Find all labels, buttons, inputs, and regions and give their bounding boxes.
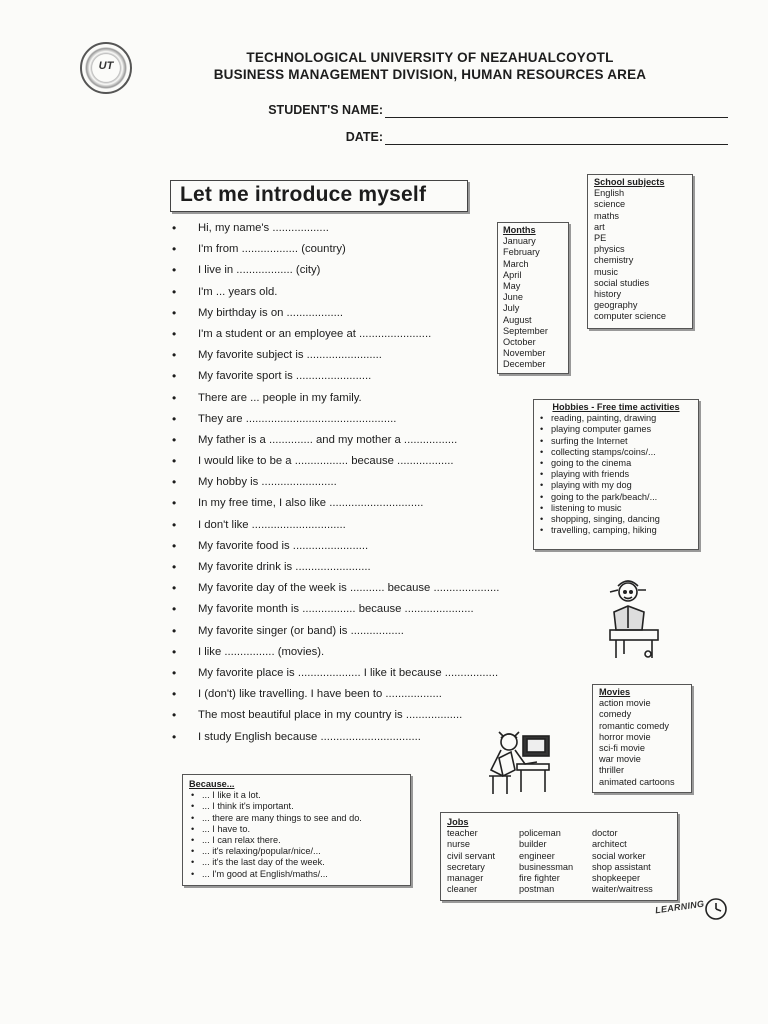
month-item: July [503,303,520,314]
student-name-label: STUDENT'S NAME: [268,103,383,117]
hobby-item: • going to the park/beach/... [538,492,694,503]
because-item: • ... I think it's important. [189,801,404,812]
learning-stamp-text: LEARNING [654,898,705,916]
subject-item: geography [594,300,638,311]
job-item: fire fighter [519,873,560,884]
months-list [503,236,563,370]
subject-item: science [594,199,626,210]
statement-item: • I'm from .................. (country) [172,239,499,260]
because-item: • ... there are many things to see and do. [189,813,404,824]
statement-item: • I live in .................. (city) [172,260,499,281]
because-title: Because... [189,779,235,789]
subject-item: chemistry [594,255,634,266]
school-subjects-list [594,188,686,322]
movie-item: sci-fi movie [599,743,645,754]
job-item: shopkeeper [592,873,641,884]
job-item: waiter/waitress [592,884,653,895]
student-name-line[interactable] [385,117,728,118]
jobs-title: Jobs [447,817,469,827]
student-computer-illustration [481,730,553,798]
month-item: May [503,281,521,292]
hobby-item: • playing with my dog [538,480,694,491]
months-title: Months [503,225,536,235]
statement-item: • My favorite food is ........................ [172,536,499,557]
statement-item: • I (don't) like travelling. I have been to .................. [172,684,499,705]
job-item: doctor [592,828,618,839]
hobby-item: • reading, painting, drawing [538,413,694,424]
division-name: BUSINESS MANAGEMENT DIVISION, HUMAN RESOURCES AREA [213,67,647,82]
clock-icon [703,896,729,922]
hobby-item: • travelling, camping, hiking [538,525,694,536]
subject-item: computer science [594,311,667,322]
job-item: architect [592,839,627,850]
statement-item: • My favorite month is ................. because ...................... [172,599,499,620]
university-seal-text: UT [98,60,114,72]
movies-box [592,684,692,793]
month-item: August [503,314,532,325]
because-item: • ... I can relax there. [189,835,404,846]
job-item: businessman [519,861,574,872]
months-box [497,222,569,374]
hobby-item: • playing computer games [538,424,694,435]
university-name: TECHNOLOGICAL UNIVERSITY OF NEZAHUALCOYOTL [246,50,614,65]
hobbies-box [533,399,699,550]
month-item: June [503,292,523,303]
job-item: civil servant [447,850,495,861]
subject-item: PE [594,233,607,244]
university-seal [80,42,132,94]
job-item: cleaner [447,884,478,895]
statement-item: • I study English because ................................ [172,727,499,748]
hobby-item: • playing with friends [538,469,694,480]
job-item: nurse [447,839,470,850]
hobby-item: • surfing the Internet [538,436,694,447]
statement-item: • My birthday is on .................. [172,303,499,324]
month-item: January [503,236,536,247]
statement-item: • The most beautiful place in my country is .................. [172,705,499,726]
jobs-box [440,812,678,901]
movies-list [599,698,685,788]
job-item: postman [519,884,555,895]
statement-item: • My favorite place is .................... I like it because ................. [172,663,499,684]
month-item: December [503,359,546,370]
school-subjects-box [587,174,693,329]
worksheet-title: Let me introduce myself [180,183,427,206]
statement-item: • I would like to be a ................. because .................. [172,451,499,472]
month-item: March [503,258,529,269]
job-item: teacher [447,828,478,839]
job-item: builder [519,839,547,850]
statement-item: • I like ................ (movies). [172,642,499,663]
month-item: October [503,337,536,348]
statement-item: • My favorite sport is ........................ [172,366,499,387]
hobby-item: • going to the cinema [538,458,694,469]
movie-item: comedy [599,709,632,720]
job-item: policeman [519,828,561,839]
movie-item: war movie [599,754,641,765]
movie-item: horror movie [599,731,651,742]
month-item: November [503,348,546,359]
subject-item: physics [594,244,625,255]
student-reading-illustration [604,578,664,660]
job-item: secretary [447,861,485,872]
statement-item: • My hobby is ........................ [172,472,499,493]
hobbies-title: Hobbies - Free time activities [552,402,680,412]
statement-item: • My favorite subject is ........................ [172,345,499,366]
statement-item: • Hi, my name's .................. [172,218,499,239]
movie-item: animated cartoons [599,776,675,787]
hobby-item: • collecting stamps/coins/... [538,447,694,458]
movie-item: action movie [599,698,651,709]
hobby-item: • shopping, singing, dancing [538,514,694,525]
statement-item: • There are ... people in my family. [172,388,499,409]
job-item: engineer [519,850,555,861]
month-item: September [503,325,548,336]
statement-item: • They are ................................................ [172,409,499,430]
subject-item: art [594,221,605,232]
because-item: • ... I have to. [189,824,404,835]
jobs-grid [447,828,671,895]
statement-item: • I'm a student or an employee at ....................... [172,324,499,345]
statement-item: • My favorite drink is ........................ [172,557,499,578]
movies-title: Movies [599,687,631,697]
because-item: • ... it's the last day of the week. [189,857,404,868]
worksheet-title-box [170,180,468,212]
job-item: social worker [592,850,646,861]
hobbies-list [538,413,694,536]
because-list [189,790,404,880]
month-item: April [503,269,522,280]
statement-item: • My favorite day of the week is ........... because ..................... [172,578,499,599]
subject-item: English [594,188,625,199]
statement-item: • In my free time, I also like .............................. [172,493,499,514]
month-item: February [503,247,540,258]
statement-item: • My favorite singer (or band) is ................. [172,621,499,642]
job-item: shop assistant [592,861,651,872]
movie-item: thriller [599,765,625,776]
school-subjects-title: School subjects [594,177,665,187]
subject-item: maths [594,210,620,221]
statement-item: • My father is a .............. and my mother a ................. [172,430,499,451]
subject-item: music [594,266,618,277]
job-item: manager [447,873,484,884]
hobby-item: • listening to music [538,503,694,514]
because-item: • ... I like it a lot. [189,790,404,801]
movie-item: romantic comedy [599,720,669,731]
statement-item: • I'm ... years old. [172,282,499,303]
subject-item: history [594,289,622,300]
because-item: • ... I'm good at English/maths/... [189,869,404,880]
because-item: • ... it's relaxing/popular/nice/... [189,846,404,857]
date-line[interactable] [385,144,728,145]
learning-stamp [655,896,729,924]
date-label: DATE: [345,130,383,144]
statement-list [172,218,499,748]
because-box [182,774,411,886]
statement-item: • I don't like .............................. [172,515,499,536]
subject-item: social studies [594,277,650,288]
